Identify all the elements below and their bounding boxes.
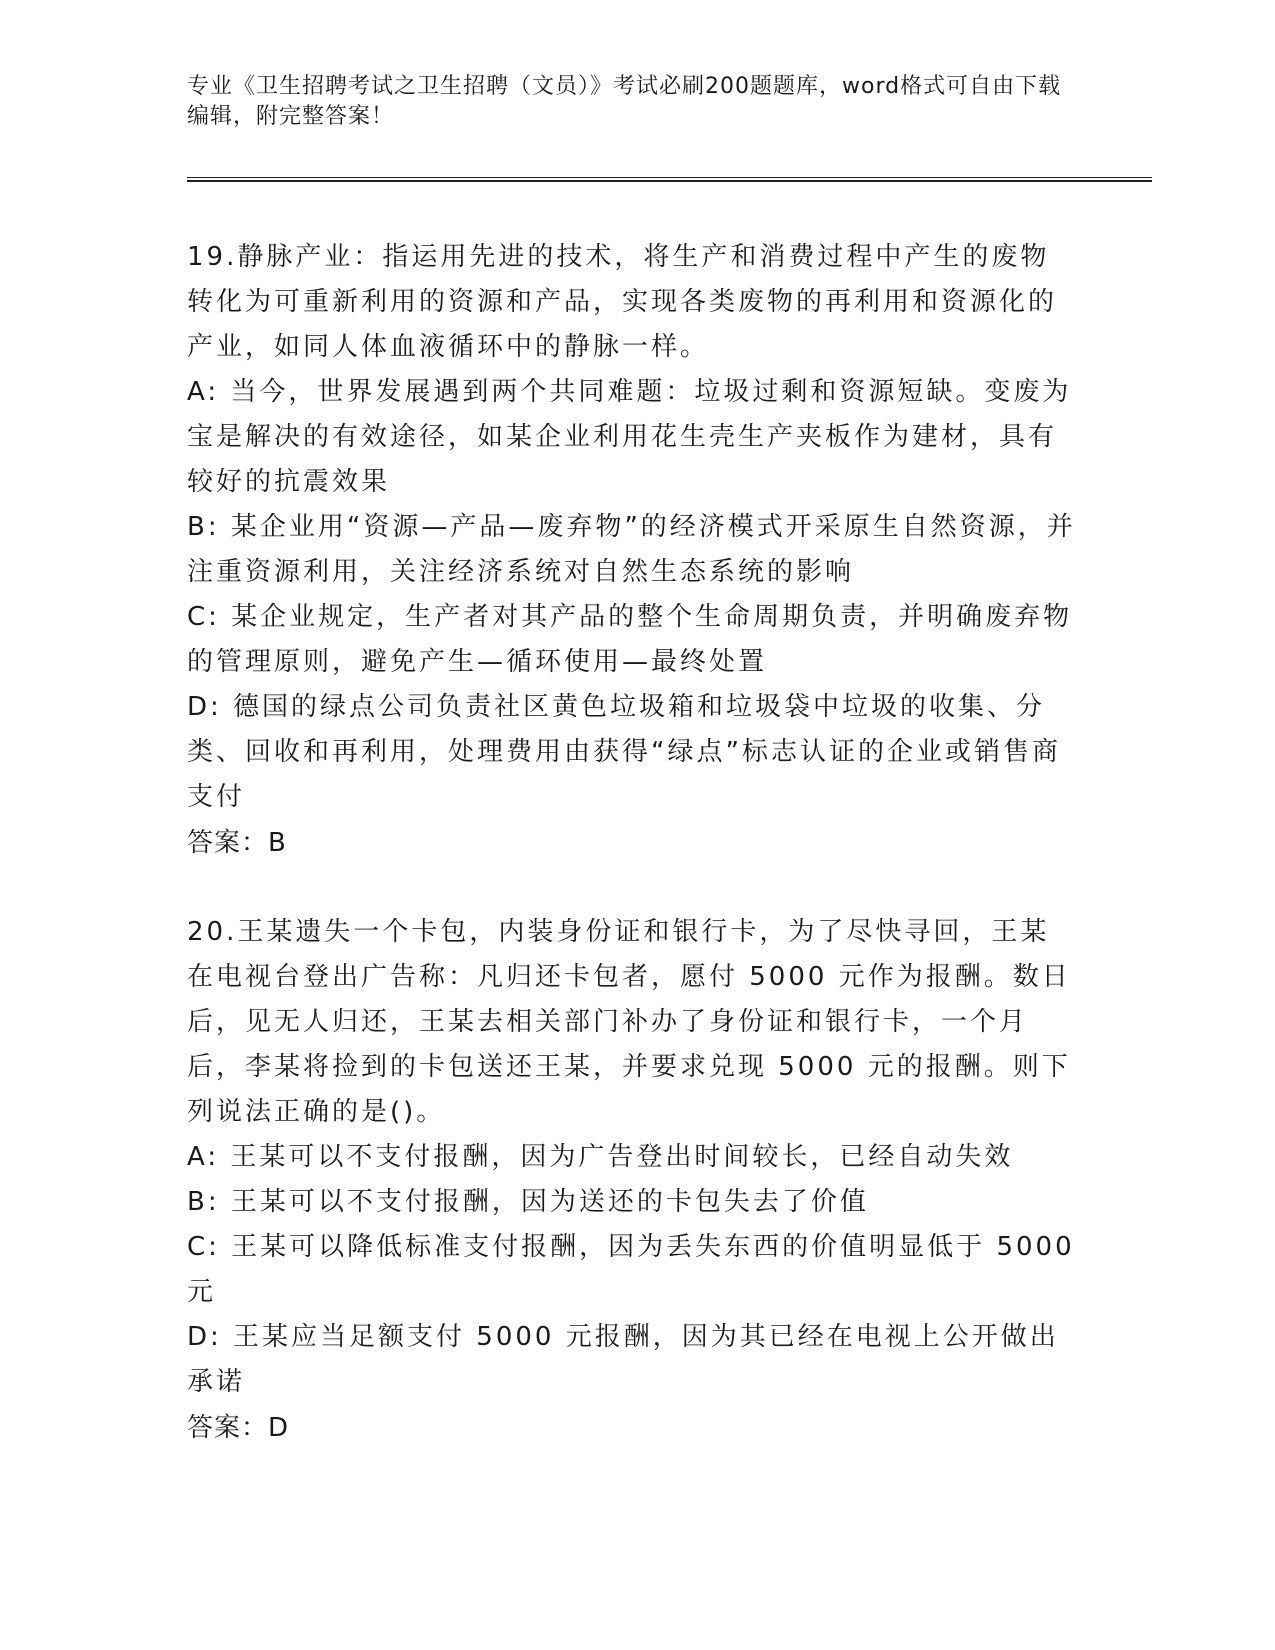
header-divider-thick [187, 180, 1152, 182]
question-stem: 20.王某遗失一个卡包，内装身份证和银行卡，为了尽快寻回，王某在电视台登出广告称：凡归还卡包者，愿付 5000 元作为报酬。数日后，见无人归还，王某去相关部门补办了身份证和银行卡，一个月后，李某将捡到的卡包送还王某，并要求兑现 5000 元的报酬。则下列说法正确的是()。 [187, 917, 1071, 1127]
option-a: A: 当今，世界发展遇到两个共同难题：垃圾过剩和资源短缺。变废为宝是解决的有效途径，如某企业利用花生壳生产夹板作为建材，具有较好的抗震效果 [187, 377, 1072, 497]
option-d: D: 王某应当足额支付 5000 元报酬，因为其已经在电视上公开做出承诺 [187, 1322, 1059, 1397]
question-list [187, 235, 1077, 1495]
page-header: 专业《卫生招聘考试之卫生招聘（文员）》考试必刷200题题库，word格式可自由下载编辑，附完整答案！ [187, 74, 1062, 129]
option-a: A: 王某可以不支付报酬，因为广告登出时间较长，已经自动失效 [187, 1142, 1014, 1172]
option-d: D: 德国的绿点公司负责社区黄色垃圾箱和垃圾袋中垃圾的收集、分类、回收和再利用，处理费用由获得“绿点”标志认证的企业或销售商支付 [187, 692, 1061, 812]
option-c: C: 某企业规定，生产者对其产品的整个生命周期负责，并明确废弃物的管理原则，避免产生—循环使用—最终处置 [187, 602, 1073, 677]
header-divider-thin [187, 177, 1152, 178]
option-b: B: 某企业用“资源—产品—废弃物”的经济模式开采原生自然资源，并注重资源利用，关注经济系统对自然生态系统的影响 [187, 512, 1076, 587]
answer: 答案：D [187, 1413, 290, 1443]
question-stem: 19.静脉产业：指运用先进的技术，将生产和消费过程中产生的废物转化为可重新利用的资源和产品，实现各类废物的再利用和资源化的产业，如同人体血液循环中的静脉一样。 [187, 242, 1058, 362]
option-b: B: 王某可以不支付报酬，因为送还的卡包失去了价值 [187, 1187, 869, 1217]
question-19 [187, 235, 1077, 866]
question-20 [187, 910, 1077, 1451]
answer: 答案：B [187, 828, 287, 858]
option-c: C: 王某可以降低标准支付报酬，因为丢失东西的价值明显低于 5000 元 [187, 1232, 1075, 1307]
